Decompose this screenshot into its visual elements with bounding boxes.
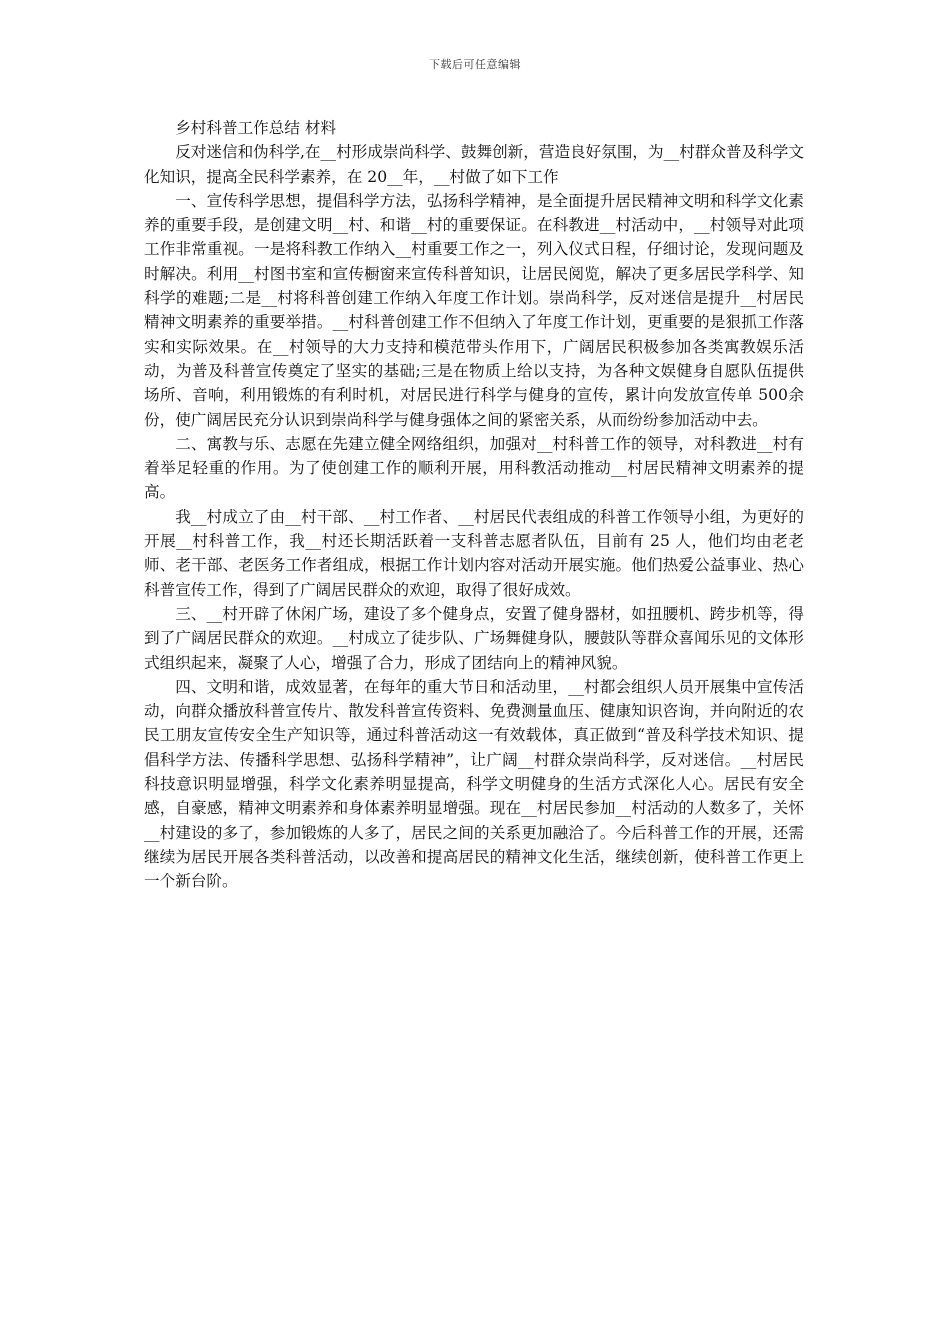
paragraph-section-3: 三、__村开辟了休闲广场，建设了多个健身点，安置了健身器材，如扭腰机、跨步机等，得到了广阔居民群众的欢迎。__村成立了徒步队、广场舞健身队，腰鼓队等群众喜闻乐见的文体形式组织起来，凝聚了人心，增强了合力，形成了团结向上的精神风貌。 bbox=[144, 604, 804, 672]
page-header-note: 下载后可任意编辑 bbox=[429, 58, 521, 71]
paragraph-section-2: 二、寓教与乐、志愿在先建立健全网络组织，加强对__村科普工作的领导，对科教进__村有着举足轻重的作用。为了使创建工作的顺利开展，用科教活动推动__村居民精神文明素养的提高。 bbox=[144, 434, 804, 502]
paragraph-section-1: 一、宣传科学思想，提倡科学方法，弘扬科学精神，是全面提升居民精神文明和科学文化素养的重要手段，是创建文明__村、和谐__村的重要保证。在科教进__村活动中，__村领导对此项工作非常重视。一是将科教工作纳入__村重要工作之一，列入仪式日程，仔细讨论，发现问题及时解决。利用__村图书室和宣传橱窗来宣传科普知识，让居民阅览，解决了更多居民学科学、知科学的难题;二是__村将科普创建工作纳入年度工作计划。崇尚科学，反对迷信是提升__村居民精神文明素养的重要举措。__村科普创建工作不但纳入了年度工作计划，更重要的是狠抓工作落实和实际效果。在__村领导的大力支持和模范带头作用下，广阔居民积极参加各类寓教娱乐活动，为普及科普宣传奠定了坚实的基础;三是在物质上给以支持，为各种文娱健身自愿队伍提供场所、音响，利用锻炼的有利时机，对居民进行科学与健身的宣传，累计向发放宣传单 500余份，使广阔居民充分认识到崇尚科学与健身强体之间的紧密关系，从而纷纷参加活动中去。 bbox=[144, 191, 804, 429]
paragraph-intro: 反对迷信和伪科学,在__村形成崇尚科学、鼓舞创新，营造良好氛围，为__村群众普及科学文化知识，提高全民科学素养，在 20__年，__村做了如下工作 bbox=[144, 143, 804, 186]
paragraph-section-2-detail: 我__村成立了由__村干部、__村工作者、__村居民代表组成的科普工作领导小组，为更好的开展__村科普工作，我__村还长期活跃着一支科普志愿者队伍，目前有 25 人，他们均由老老师、老干部、老医务工作者组成，根据工作计划内容对活动开展实施。他们热爱公益事业、热心科普宣传工作，得到了广阔居民群众的欢迎，取得了很好成效。 bbox=[144, 507, 804, 599]
document-body bbox=[144, 116, 804, 894]
paragraph-section-4: 四、文明和谐，成效显著，在每年的重大节日和活动里，__村都会组织人员开展集中宣传活动，向群众播放科普宣传片、散发科普宣传资料、免费测量血压、健康知识咨询，并向附近的农民工朋友宣传安全生产知识等，通过科普活动这一有效载体，真正做到“普及科学技术知识、提倡科学方法、传播科学思想、弘扬科学精神”，让广阔__村群众崇尚科学，反对迷信。__村居民科技意识明显增强，科学文化素养明显提高，科学文明健身的生活方式深化人心。居民有安全感，自豪感，精神文明素养和身体素养明显增强。现在__村居民参加__村活动的人数多了，关怀__村建设的多了，参加锻炼的人多了，居民之间的关系更加融洽了。今后科普工作的开展，还需继续为居民开展各类科普活动，以改善和提高居民的精神文化生活，继续创新，使科普工作更上一个新台阶。 bbox=[144, 677, 804, 891]
document-title: 乡村科普工作总结 材料 bbox=[175, 119, 337, 137]
